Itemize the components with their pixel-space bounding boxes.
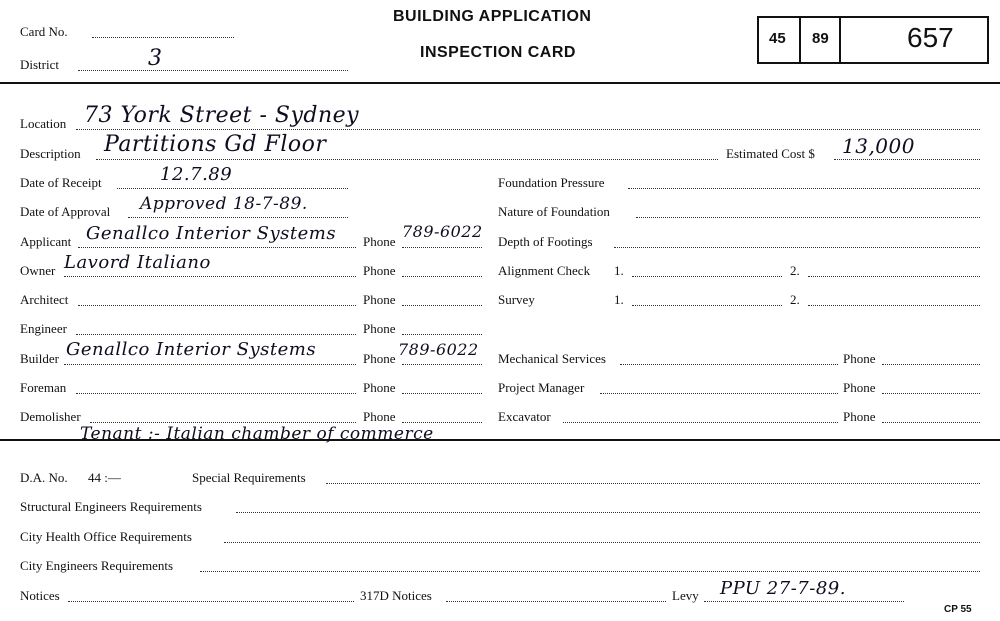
form-code: CP 55 [944,604,972,615]
description-line [96,159,718,160]
levy-line [704,601,904,602]
card-no-line [92,37,234,38]
date-of-receipt-value: 12.7.89 [160,164,233,185]
builder-phone-label: Phone [363,351,396,366]
alignment-check-1-label: 1. [614,263,624,278]
title-line-1: BUILDING APPLICATION [393,8,592,25]
date-of-approval-value: Approved 18-7-89. [140,194,308,214]
survey-1-line [632,305,782,306]
location-line [76,129,980,130]
architect-phone-label: Phone [363,292,396,307]
owner-label: Owner [20,263,56,278]
applicant-phone-value: 789-6022 [402,222,483,241]
card-number-1: 45 [769,30,786,47]
builder-phone-line [402,364,482,365]
card-number-box [757,16,989,64]
engineer-label: Engineer [20,321,67,336]
survey-2-line [808,305,980,306]
alignment-check-2-label: 2. [790,263,800,278]
survey-1-label: 1. [614,292,624,307]
project-manager-line [600,393,838,394]
alignment-check-1-line [632,276,782,277]
tenant-note: Tenant :- Italian chamber of commerce [80,424,434,444]
estimated-cost-line [834,159,980,160]
applicant-phone-label: Phone [363,234,396,249]
foreman-phone-label: Phone [363,380,396,395]
architect-phone-line [402,305,482,306]
estimated-cost-label: Estimated Cost $ [726,146,815,161]
depth-of-footings-label: Depth of Footings [498,234,593,249]
foreman-phone-line [402,393,482,394]
owner-value: Lavord Italiano [64,252,211,273]
owner-line [64,276,356,277]
location-label: Location [20,116,67,131]
applicant-line [78,247,356,248]
foundation-pressure-label: Foundation Pressure [498,175,605,190]
health-requirements-line [224,542,980,543]
alignment-check-2-line [808,276,980,277]
engineer-phone-line [402,334,482,335]
foreman-line [76,393,356,394]
project-manager-label: Project Manager [498,380,585,395]
location-value: 73 York Street - Sydney [84,103,360,128]
da-no-value: 44 :— [88,470,121,485]
excavator-label: Excavator [498,409,551,424]
mechanical-services-label: Mechanical Services [498,351,606,366]
special-requirements-line [326,483,980,484]
applicant-phone-line [402,247,482,248]
excavator-phone-label: Phone [843,409,876,424]
architect-line [78,305,356,306]
box-divider-2 [839,18,841,62]
levy-label: Levy [672,588,699,603]
special-requirements-label: Special Requirements [192,470,306,485]
demolisher-phone-line [402,422,482,423]
description-value: Partitions Gd Floor [104,132,327,157]
header-rule [0,82,1000,84]
builder-label: Builder [20,351,59,366]
mechanical-phone-label: Phone [843,351,876,366]
engineer-phone-label: Phone [363,321,396,336]
box-divider-1 [799,18,801,62]
card-no-label: Card No. [20,24,68,39]
project-manager-phone-label: Phone [843,380,876,395]
date-of-approval-line [128,217,348,218]
excavator-phone-line [882,422,980,423]
applicant-label: Applicant [20,234,72,249]
district-line [78,70,348,71]
notices-317d-line [446,601,666,602]
district-value: 3 [148,46,163,71]
owner-phone-label: Phone [363,263,396,278]
structural-requirements-line [236,512,980,513]
builder-phone-value: 789-6022 [398,340,479,359]
demolisher-label: Demolisher [20,409,81,424]
applicant-value: Genallco Interior Systems [86,223,337,244]
excavator-line [563,422,838,423]
title-line-2: INSPECTION CARD [420,44,576,61]
owner-phone-line [402,276,482,277]
demolisher-phone-label: Phone [363,409,396,424]
notices-line [68,601,354,602]
health-requirements-label: City Health Office Requirements [20,529,192,544]
mechanical-services-line [620,364,838,365]
nature-of-foundation-line [636,217,980,218]
architect-label: Architect [20,292,69,307]
alignment-check-label: Alignment Check [498,263,591,278]
date-of-approval-label: Date of Approval [20,204,111,219]
engineer-line [76,334,356,335]
survey-2-label: 2. [790,292,800,307]
depth-of-footings-line [614,247,980,248]
mechanical-phone-line [882,364,980,365]
builder-line [64,364,356,365]
description-label: Description [20,146,81,161]
city-engineers-requirements-line [200,571,980,572]
foundation-pressure-line [628,188,980,189]
levy-value: PPU 27-7-89. [720,578,846,599]
nature-of-foundation-label: Nature of Foundation [498,204,610,219]
demolisher-line [90,422,356,423]
survey-label: Survey [498,292,535,307]
card-number-3: 657 [907,22,954,53]
da-no-label: D.A. No. [20,470,68,485]
estimated-cost-value: 13,000 [842,134,915,158]
date-of-receipt-label: Date of Receipt [20,175,102,190]
project-manager-phone-line [882,393,980,394]
city-engineers-requirements-label: City Engineers Requirements [20,558,174,573]
district-label: District [20,57,59,72]
notices-317d-label: 317D Notices [360,588,432,603]
builder-value: Genallco Interior Systems [66,339,317,360]
card-number-2: 89 [812,30,829,47]
structural-requirements-label: Structural Engineers Requirements [20,499,202,514]
notices-label: Notices [20,588,60,603]
date-of-receipt-line [117,188,348,189]
foreman-label: Foreman [20,380,67,395]
